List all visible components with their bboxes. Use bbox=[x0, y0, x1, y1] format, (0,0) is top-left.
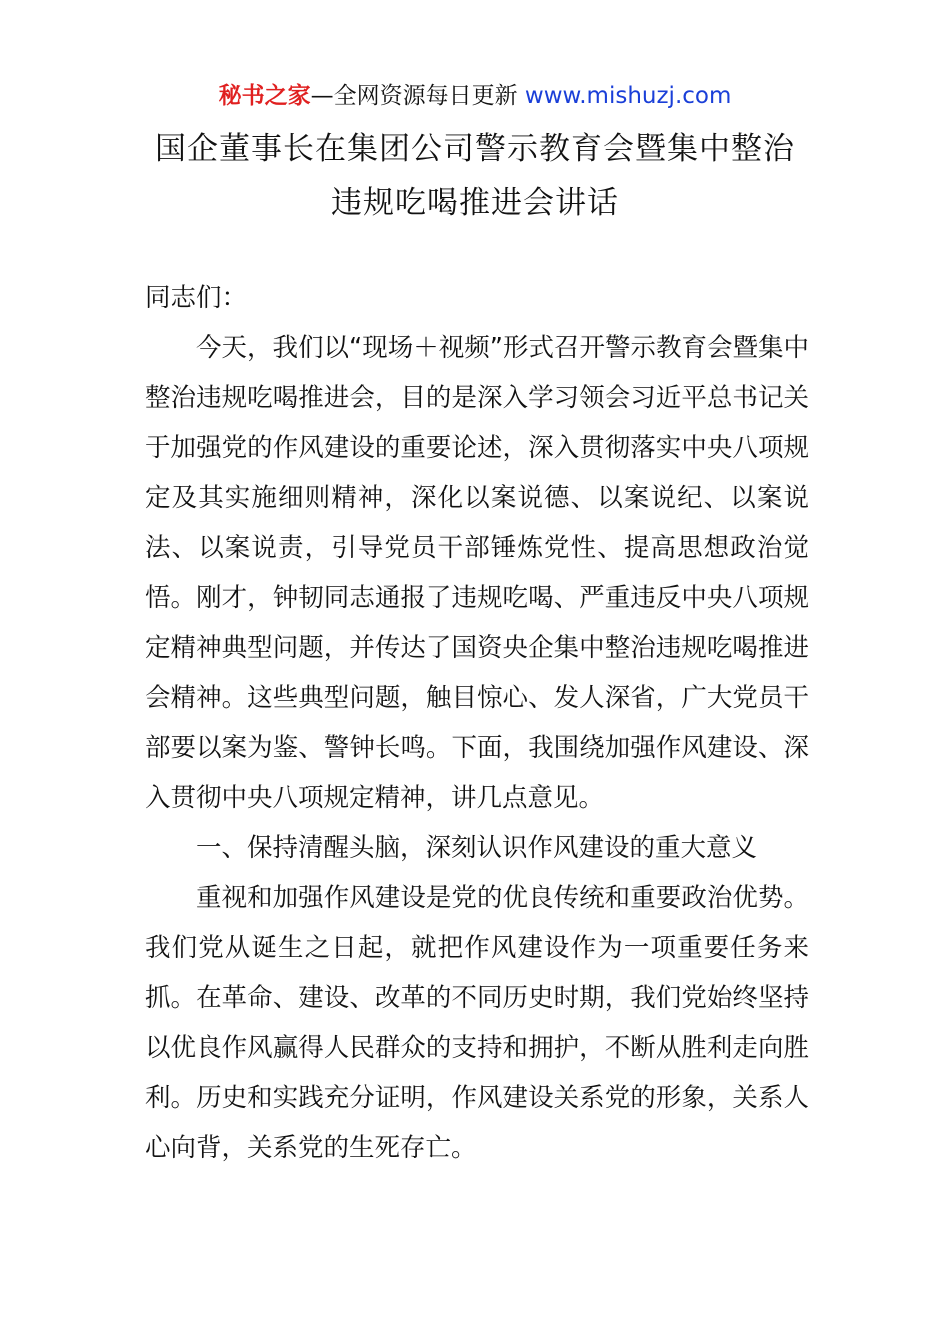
section-heading-1: 一、保持清醒头脑，深刻认识作风建设的重大意义 bbox=[196, 833, 758, 863]
document-title bbox=[0, 122, 950, 230]
site-brand: 秘书之家 bbox=[218, 83, 311, 109]
paragraph-section-1: 重视和加强作风建设是党的优良传统和重要政治优势。我们党从诞生之日起，就把作风建设作为一项重要任务来抓。在革命、建设、改革的不同历史时期，我们党始终坚持以优良作风赢得人民群众的支持和拥护，不断从胜利走向胜利。历史和实践充分证明，作风建设关系党的形象，关系人心向背，关系党的生死存亡。 bbox=[145, 883, 809, 1163]
site-tagline: —全网资源每日更新 bbox=[310, 83, 525, 109]
salutation: 同志们： bbox=[145, 283, 248, 313]
site-header bbox=[0, 80, 950, 112]
title-line-2: 违规吃喝推进会讲话 bbox=[331, 185, 619, 221]
title-line-1: 国企董事长在集团公司警示教育会暨集中整治 bbox=[155, 131, 795, 167]
paragraph-intro: 今天，我们以“现场＋视频”形式召开警示教育会暨集中整治违规吃喝推进会，目的是深入学习领会习近平总书记关于加强党的作风建设的重要论述，深入贯彻落实中央八项规定及其实施细则精神，深化以案说德、以案说纪、以案说法、以案说责，引导党员干部锤炼党性、提高思想政治觉悟。刚才，钟韧同志通报了违规吃喝、严重违反中央八项规定精神典型问题，并传达了国资央企集中整治违规吃喝推进会精神。这些典型问题，触目惊心、发人深省，广大党员干部要以案为鉴、警钟长鸣。下面，我围绕加强作风建设、深入贯彻中央八项规定精神，讲几点意见。 bbox=[145, 333, 809, 813]
document-body bbox=[145, 273, 809, 1173]
site-url-link[interactable]: www.mishuzj.com bbox=[524, 83, 732, 109]
